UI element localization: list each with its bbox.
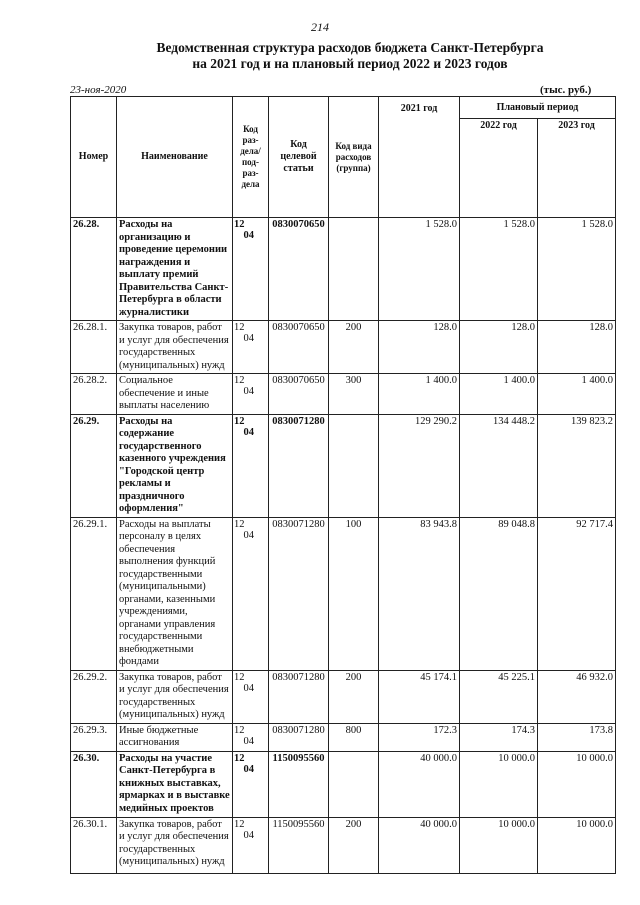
row-section-code <box>233 723 269 751</box>
table-row <box>71 817 616 873</box>
budget-table <box>70 96 616 874</box>
row-amount-2021: 1 528.0 <box>379 218 460 321</box>
row-number: 26.30. <box>71 751 117 817</box>
row-expense-type: 300 <box>329 374 379 415</box>
row-amount-2021: 1 400.0 <box>379 374 460 415</box>
row-target-code: 0830070650 <box>269 321 329 374</box>
row-number: 26.29.2. <box>71 670 117 723</box>
header-section: Код раз- дела/ под- раз- дела <box>233 97 269 218</box>
row-name: Иные бюджетные ассигнования <box>117 723 233 751</box>
header-2023: 2023 год <box>538 119 616 218</box>
subsection-code: 04 <box>243 230 254 241</box>
row-target-code: 0830071280 <box>269 723 329 751</box>
header-expense-type: Код вида расходов (группа) <box>329 97 379 218</box>
section-code: 12 <box>234 671 245 683</box>
row-number: 26.29.3. <box>71 723 117 751</box>
row-target-code: 0830071280 <box>269 517 329 670</box>
row-section-code <box>233 218 269 321</box>
section-code: 12 <box>234 219 245 230</box>
header-2022: 2022 год <box>460 119 538 218</box>
row-amount-2023: 1 400.0 <box>538 374 616 415</box>
row-expense-type <box>329 414 379 517</box>
subsection-code: 04 <box>243 682 254 694</box>
row-amount-2021: 40 000.0 <box>379 817 460 873</box>
table-row <box>71 723 616 751</box>
section-code: 12 <box>234 375 245 386</box>
section-code: 12 <box>234 752 245 764</box>
subsection-code: 04 <box>243 529 254 541</box>
row-expense-type: 800 <box>329 723 379 751</box>
row-target-code: 0830070650 <box>269 218 329 321</box>
row-number: 26.28.1. <box>71 321 117 374</box>
row-section-code <box>233 517 269 670</box>
row-name: Социальное обеспечение и иные выплаты населению <box>117 374 233 415</box>
units-label: (тыс. руб.) <box>540 84 592 96</box>
header-number: Номер <box>71 97 117 218</box>
table-row <box>71 321 616 374</box>
row-target-code: 0830070650 <box>269 374 329 415</box>
section-code: 12 <box>234 518 245 530</box>
table-row <box>71 670 616 723</box>
row-amount-2023: 139 823.2 <box>538 414 616 517</box>
row-amount-2021: 40 000.0 <box>379 751 460 817</box>
table-row <box>71 414 616 517</box>
row-section-code <box>233 817 269 873</box>
header-planned-period: Плановый период <box>460 97 616 119</box>
page-number: 214 <box>311 20 329 34</box>
row-target-code: 0830071280 <box>269 670 329 723</box>
row-amount-2023: 10 000.0 <box>538 817 616 873</box>
row-amount-2022: 10 000.0 <box>460 817 538 873</box>
subsection-code: 04 <box>243 386 254 397</box>
row-amount-2021: 128.0 <box>379 321 460 374</box>
subsection-code: 04 <box>243 426 254 438</box>
row-target-code: 1150095560 <box>269 751 329 817</box>
row-number: 26.29.1. <box>71 517 117 670</box>
row-expense-type: 200 <box>329 670 379 723</box>
row-section-code <box>233 414 269 517</box>
title-line-1: Ведомственная структура расходов бюджета Санкт-Петербурга <box>156 40 544 55</box>
row-amount-2023: 10 000.0 <box>538 751 616 817</box>
row-amount-2022: 128.0 <box>460 321 538 374</box>
row-number: 26.28.2. <box>71 374 117 415</box>
row-number: 26.28. <box>71 218 117 321</box>
table-row <box>71 517 616 670</box>
row-amount-2022: 134 448.2 <box>460 414 538 517</box>
title-line-2: на 2021 год и на плановый период 2022 и 2023 годов <box>192 56 508 71</box>
row-section-code <box>233 321 269 374</box>
row-amount-2021: 45 174.1 <box>379 670 460 723</box>
row-amount-2022: 89 048.8 <box>460 517 538 670</box>
row-expense-type: 100 <box>329 517 379 670</box>
row-expense-type <box>329 218 379 321</box>
header-target: Код целевой статьи <box>269 97 329 218</box>
row-amount-2023: 46 932.0 <box>538 670 616 723</box>
section-code: 12 <box>234 415 245 427</box>
row-section-code <box>233 670 269 723</box>
row-section-code <box>233 374 269 415</box>
row-amount-2022: 174.3 <box>460 723 538 751</box>
table-row <box>71 751 616 817</box>
row-expense-type: 200 <box>329 321 379 374</box>
row-amount-2023: 92 717.4 <box>538 517 616 670</box>
row-name: Закупка товаров, работ и услуг для обеспечения государственных (муниципальных) нужд <box>117 817 233 873</box>
section-code: 12 <box>234 322 245 333</box>
row-target-code: 1150095560 <box>269 817 329 873</box>
row-number: 26.29. <box>71 414 117 517</box>
row-name: Закупка товаров, работ и услуг для обеспечения государственных (муниципальных) нужд <box>117 321 233 374</box>
row-amount-2023: 128.0 <box>538 321 616 374</box>
subsection-code: 04 <box>243 763 254 775</box>
row-amount-2021: 172.3 <box>379 723 460 751</box>
row-name: Закупка товаров, работ и услуг для обеспечения государственных (муниципальных) нужд <box>117 670 233 723</box>
section-code: 12 <box>234 724 245 736</box>
subsection-code: 04 <box>243 829 254 841</box>
subsection-code: 04 <box>243 735 254 747</box>
row-expense-type <box>329 751 379 817</box>
row-amount-2022: 1 400.0 <box>460 374 538 415</box>
table-row <box>71 374 616 415</box>
row-expense-type: 200 <box>329 817 379 873</box>
row-amount-2021: 83 943.8 <box>379 517 460 670</box>
row-amount-2022: 10 000.0 <box>460 751 538 817</box>
row-name: Расходы на выплаты персоналу в целях обеспечения выполнения функций государственными (муниципальными) органами, казенными учреждениями, органами управления государственными внебюджетными фондами <box>117 517 233 670</box>
header-name: Наименование <box>117 97 233 218</box>
row-number: 26.30.1. <box>71 817 117 873</box>
row-name: Расходы на участие Санкт-Петербурга в книжных выставках, ярмарках и в выставке медийных проектов <box>117 751 233 817</box>
row-name: Расходы на содержание государственного казенного учреждения "Городской центр рекламы и праздничного оформления" <box>117 414 233 517</box>
document-date: 23-ноя-2020 <box>70 84 127 96</box>
document-title <box>60 40 640 72</box>
row-amount-2023: 173.8 <box>538 723 616 751</box>
row-amount-2022: 1 528.0 <box>460 218 538 321</box>
table-row <box>71 218 616 321</box>
row-target-code: 0830071280 <box>269 414 329 517</box>
row-section-code <box>233 751 269 817</box>
header-2021: 2021 год <box>379 97 460 218</box>
row-name: Расходы на организацию и проведение церемонии награждения и выплату премий Правительства Санкт-Петербурга в области журналистики <box>117 218 233 321</box>
row-amount-2021: 129 290.2 <box>379 414 460 517</box>
row-amount-2022: 45 225.1 <box>460 670 538 723</box>
row-amount-2023: 1 528.0 <box>538 218 616 321</box>
subsection-code: 04 <box>243 333 254 344</box>
section-code: 12 <box>234 818 245 830</box>
